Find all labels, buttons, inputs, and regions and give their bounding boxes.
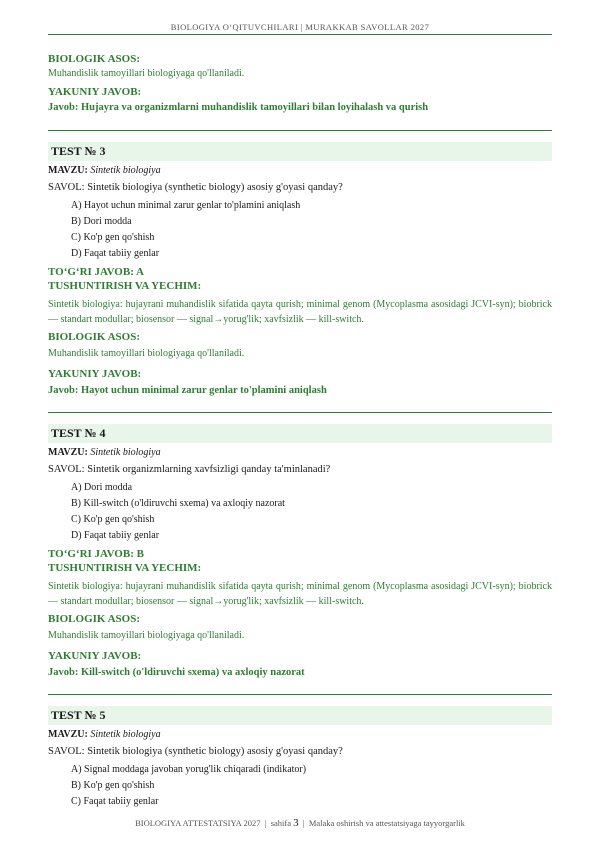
topic-value: Sintetik biologiya <box>90 729 161 740</box>
topic-label: MAVZU: <box>48 165 88 176</box>
question-text: SAVOL: Sintetik organizmlarning xavfsizligi qanday ta'minlanadi? <box>48 464 331 475</box>
final-answer: Javob: Hayot uchun minimal zarur genlar to'plamini aniqlash <box>48 385 327 396</box>
test-block <box>48 424 552 695</box>
intro-final-label: YAKUNIY JAVOB: <box>48 86 142 98</box>
asos-label: BIOLOGIK ASOS: <box>48 331 141 343</box>
test-block <box>48 142 552 413</box>
test-title: TEST № 3 <box>48 142 552 161</box>
answer-option: C) Ko'p gen qo'shish <box>71 232 155 243</box>
test-title: TEST № 5 <box>48 706 552 725</box>
intro-asos-text: Muhandislik tamoyillari biologiyaga qo'llaniladi. <box>48 68 245 79</box>
answer-option: A) Hayot uchun minimal zarur genlar to'plamini aniqlash <box>71 200 301 211</box>
final-answer: Javob: Kill-switch (o'ldiruvchi sxema) va axloqiy nazorat <box>48 667 305 678</box>
separator <box>48 694 552 695</box>
intro-final-text: Javob: Hujayra va organizmlarni muhandislik tamoyillari bilan loyihalash va qurish <box>48 102 429 113</box>
answer-option: D) Faqat tabiiy genlar <box>71 530 160 541</box>
test-block <box>48 706 552 810</box>
answer-option: B) Kill-switch (o'ldiruvchi sxema) va axloqiy nazorat <box>71 498 285 509</box>
topic-label: MAVZU: <box>48 729 88 740</box>
separator <box>48 130 552 131</box>
answer-option: B) Dori modda <box>71 216 132 227</box>
asos-text: Muhandislik tamoyillari biologiyaga qo'llaniladi. <box>48 630 245 641</box>
test-topic <box>48 728 552 742</box>
question-text: SAVOL: Sintetik biologiya (synthetic biology) asosiy g'oyasi qanday? <box>48 182 343 193</box>
test-topic <box>48 446 552 460</box>
asos-label: BIOLOGIK ASOS: <box>48 613 141 625</box>
page-number: 3 <box>293 817 299 829</box>
answer-option: A) Signal moddaga javoban yorug'lik chiqaradi (indikator) <box>71 764 307 775</box>
header-rule <box>48 34 552 35</box>
intro-asos-label: BIOLOGIK ASOS: <box>48 53 141 65</box>
explanation-label: TUSHUNTIRISH VA YECHIM: <box>48 280 202 292</box>
test-topic <box>48 164 552 178</box>
footer-page-word: sahifa <box>270 818 291 828</box>
final-label: YAKUNIY JAVOB: <box>48 650 142 662</box>
answer-option: B) Ko'p gen qo'shish <box>71 780 155 791</box>
separator <box>48 412 552 413</box>
footer-right: Malaka oshirish va attestatsiyaga tayyorgarlik <box>308 818 465 828</box>
asos-text: Muhandislik tamoyillari biologiyaga qo'llaniladi. <box>48 348 245 359</box>
answer-option: A) Dori modda <box>71 482 133 493</box>
final-label: YAKUNIY JAVOB: <box>48 368 142 380</box>
footer-left: BIOLOGIYA ATTESTATSIYA 2027 <box>135 818 261 828</box>
topic-value: Sintetik biologiya <box>90 165 161 176</box>
question-text: SAVOL: Sintetik biologiya (synthetic biology) asosiy g'oyasi qanday? <box>48 746 343 757</box>
topic-label: MAVZU: <box>48 447 88 458</box>
correct-answer: TO‘G‘RI JAVOB: B <box>48 548 144 560</box>
answer-option: D) Faqat tabiiy genlar <box>71 248 160 259</box>
explanation-label: TUSHUNTIRISH VA YECHIM: <box>48 562 202 574</box>
page-footer: BIOLOGIYA ATTESTATSIYA 2027 | sahifa 3 | Malaka oshirish va attestatsiyaga tayyorgarlik <box>135 817 465 829</box>
page-header: BIOLOGIYA O‘QITUVCHILARI | MURAKKAB SAVOLLAR 2027 <box>170 22 430 32</box>
correct-answer: TO‘G‘RI JAVOB: A <box>48 266 144 278</box>
explanation-text: Sintetik biologiya: hujayrani muhandislik sifatida qayta qurish; minimal genom (Mycoplasma asosidagi JCVI-syn); biobrick — standart modullar; biosensor — signal→yorug'lik; xavfsizlik — kill-switch. <box>48 299 552 325</box>
answer-option: C) Faqat tabiiy genlar <box>71 796 159 807</box>
test-title: TEST № 4 <box>48 424 552 443</box>
page-content <box>48 50 552 810</box>
answer-option: C) Ko'p gen qo'shish <box>71 514 155 525</box>
topic-value: Sintetik biologiya <box>90 447 161 458</box>
explanation-text: Sintetik biologiya: hujayrani muhandislik sifatida qayta qurish; minimal genom (Mycoplasma asosidagi JCVI-syn); biobrick — standart modullar; biosensor — signal→yorug'lik; xavfsizlik — kill-switch. <box>48 581 552 607</box>
